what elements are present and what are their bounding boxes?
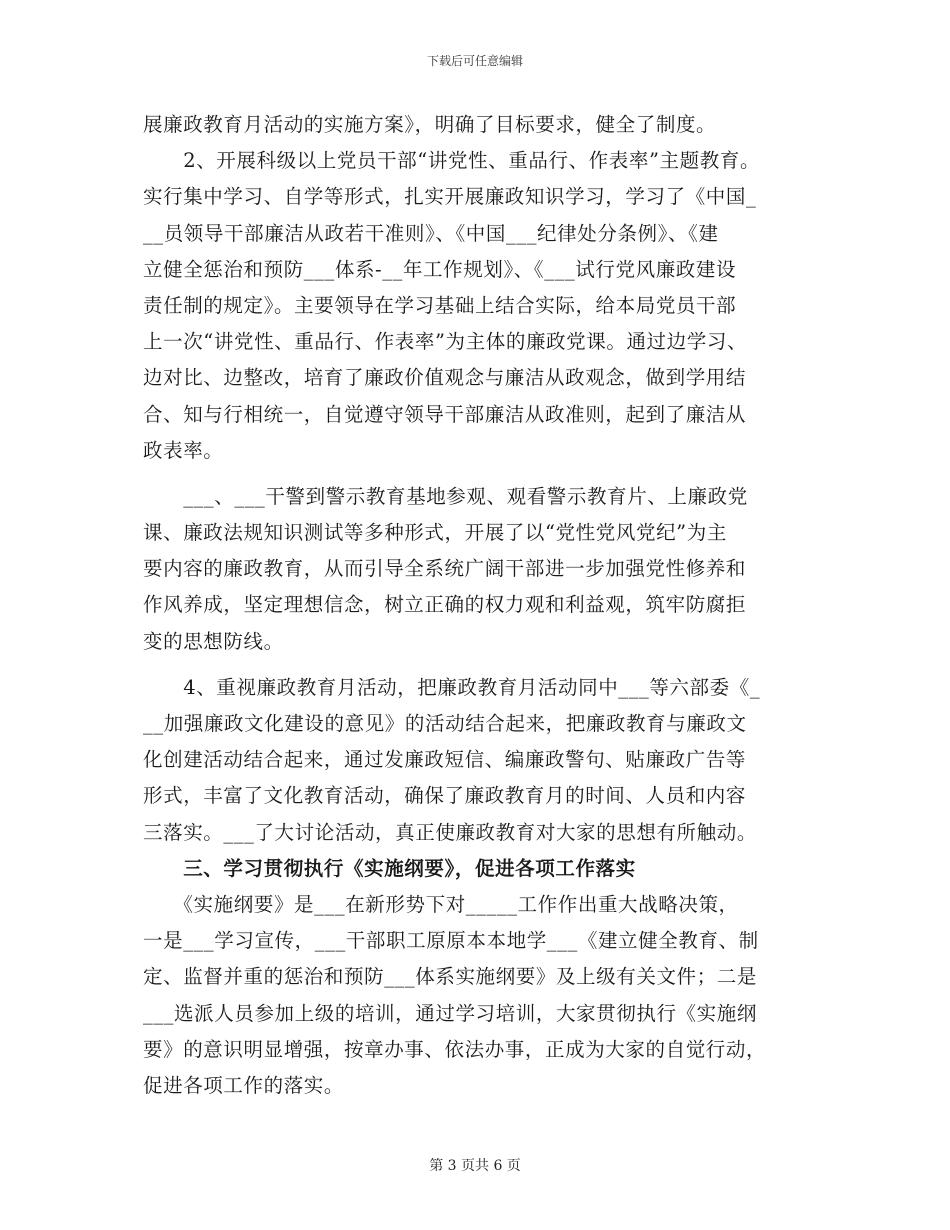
body-line: 立健全惩治和预防___体系-__年工作规划》、《___试行党风廉政建设 bbox=[143, 257, 737, 281]
page-header: 下载后可任意编辑 bbox=[426, 54, 523, 68]
body-line: 定、监督并重的惩治和预防___体系实施纲要》及上级有关文件；二是 bbox=[143, 965, 757, 989]
body-line: 作风养成，坚定理想信念，树立正确的权力观和利益观，筑牢防腐拒 bbox=[143, 593, 747, 617]
body-line: 展廉政教育月活动的实施方案》，明确了目标要求，健全了制度。 bbox=[143, 113, 717, 136]
body-line: 政表率。 bbox=[143, 438, 224, 462]
body-line: ___、___干警到警示教育基地参观、观看警示教育片、上廉政党 bbox=[143, 484, 748, 508]
body-line: 形式，丰富了文化教育活动，确保了廉政教育月的时间、人员和内容 bbox=[143, 784, 747, 808]
body-line: __员领导干部廉洁从政若干准则》、《中国___纪律处分条例》、《建 bbox=[143, 221, 719, 245]
document-body bbox=[143, 107, 808, 1104]
body-line: 2、开展科级以上党员干部“讲党性、重品行、作表率”主题教育。 bbox=[143, 149, 761, 173]
body-line: 合、知与行相统一，自觉遵守领导干部廉洁从政准则，起到了廉洁从 bbox=[143, 402, 747, 426]
body-line: 促进各项工作的落实。 bbox=[143, 1073, 345, 1097]
body-line: 课、廉政法规知识测试等多种形式，开展了以“党性党风党纪”为主 bbox=[143, 521, 727, 545]
body-line: 边对比、边整改，培育了廉政价值观念与廉洁从政观念，做到学用结 bbox=[143, 366, 747, 390]
body-line: 上一次“讲党性、重品行、作表率”为主体的廉政党课。通过边学习、 bbox=[143, 330, 748, 354]
page-number: 第 3 页共 6 页 bbox=[429, 1158, 521, 1174]
body-line: 一是___学习宣传，___干部职工原原本本地学___《建立健全教育、制 bbox=[143, 929, 759, 953]
body-line: 要内容的廉政教育，从而引导全系统广阔干部进一步加强党性修养和 bbox=[143, 557, 747, 581]
body-line: 化创建活动结合起来，通过发廉政短信、编廉政警句、贴廉政广告等 bbox=[143, 748, 747, 772]
section-heading: 三、学习贯彻执行《实施纲要》，促进各项工作落实 bbox=[143, 856, 636, 880]
body-line: 要》的意识明显增强，按章办事、依法办事，正成为大家的自觉行动， bbox=[143, 1037, 767, 1061]
body-line: 实行集中学习、自学等形式，扎实开展廉政知识学习，学习了《中国_ bbox=[143, 185, 757, 209]
body-line: 责任制的规定》。主要领导在学习基础上结合实际，给本局党员干部 bbox=[143, 293, 737, 317]
body-line: 4、重视廉政教育月活动，把廉政教育月活动同中___等六部委《_ bbox=[143, 675, 761, 699]
paragraph-gap bbox=[143, 469, 808, 479]
body-line: 《实施纲要》是___在新形势下对_____工作作出重大战略决策， bbox=[143, 892, 739, 916]
body-line: 变的思想防线。 bbox=[143, 629, 284, 653]
body-line: __加强廉政文化建设的意见》的活动结合起来，把廉政教育与廉政文 bbox=[143, 712, 747, 735]
paragraph-gap bbox=[143, 660, 808, 670]
body-line: ___选派人员参加上级的培训，通过学习培训，大家贯彻执行《实施纲 bbox=[143, 1001, 757, 1025]
body-line: 三落实。___了大讨论活动，真正使廉政教育对大家的思想有所触动。 bbox=[143, 820, 757, 844]
